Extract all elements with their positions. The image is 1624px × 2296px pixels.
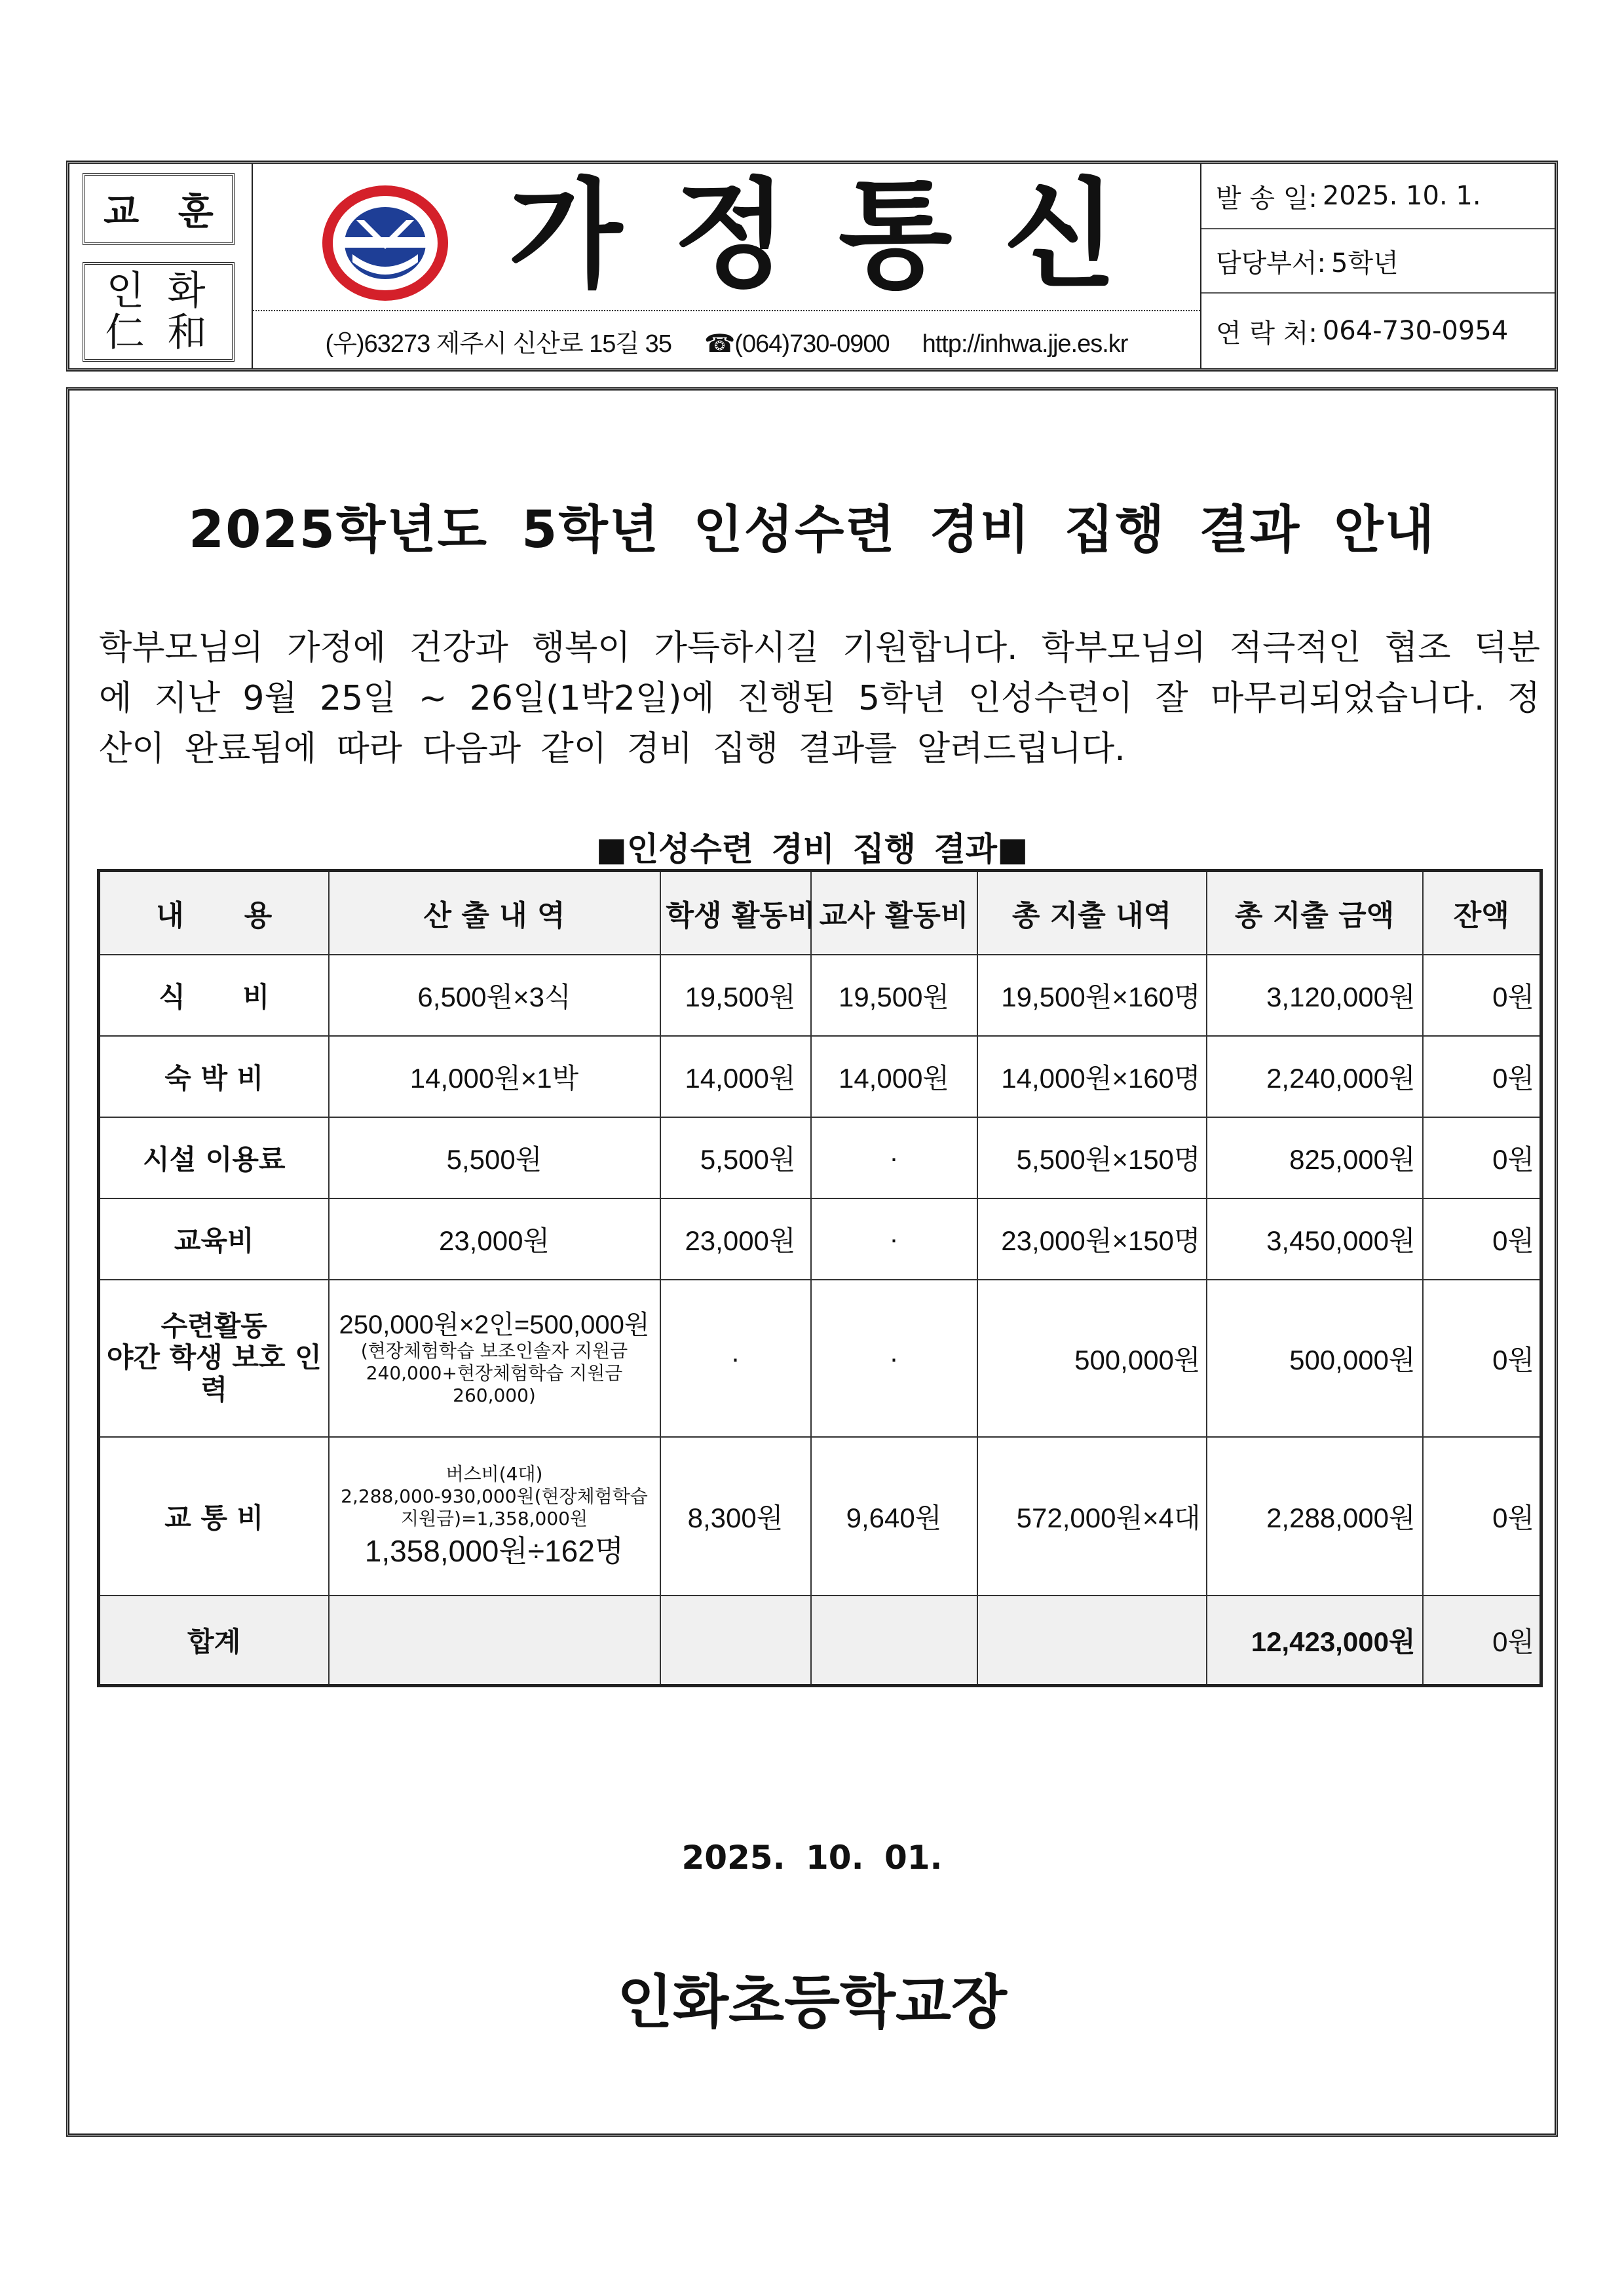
newsletter-header [66, 161, 1558, 372]
row-teacher: · [811, 1198, 977, 1280]
header-teacher: 교사 활동비 [811, 871, 977, 955]
table-row [99, 1117, 1541, 1198]
contact-line [253, 321, 1200, 367]
document-title: 2025학년도 5학년 인성수련 경비 집행 결과 안내 [188, 501, 1436, 560]
guard-item-line2: 야간 학생 보호 인력 [106, 1341, 322, 1406]
row-item: 교육비 [99, 1198, 329, 1280]
bus-calc-line1: 버스비(4대) [445, 1463, 543, 1485]
bus-calc-line2: 2,288,000-930,000원(현장체험학습 지원금)=1,358,000원 [341, 1485, 648, 1530]
row-item: 식 비 [99, 955, 329, 1036]
guard-total-detail: 500,000원 [977, 1280, 1207, 1437]
row-teacher: 14,000원 [811, 1036, 977, 1117]
row-total-detail: 23,000원×150명 [977, 1198, 1207, 1280]
document-body [66, 387, 1558, 2137]
school-logo-icon [318, 181, 452, 305]
motto-label: 교 훈 [83, 173, 235, 245]
school-address: (우)63273 제주시 신산로 15길 35 [325, 330, 671, 358]
row-calc: 14,000원×1박 [329, 1036, 660, 1117]
row-balance: 0원 [1423, 1198, 1541, 1280]
title-area [253, 164, 1201, 368]
row-balance: 0원 [1423, 1117, 1541, 1198]
sum-empty-detail [977, 1596, 1207, 1686]
bus-balance: 0원 [1423, 1437, 1541, 1596]
school-phone: ☎(064)730-0900 [704, 330, 890, 358]
sum-balance: 0원 [1423, 1596, 1541, 1686]
row-calc: 5,500원 [329, 1117, 660, 1198]
row-student: 19,500원 [660, 955, 811, 1036]
table-row [99, 1036, 1541, 1117]
header-total-amount: 총 지출 금액 [1207, 871, 1423, 955]
table-sum-row [99, 1596, 1541, 1686]
sum-empty-calc [329, 1596, 660, 1686]
row-total-detail: 5,500원×150명 [977, 1117, 1207, 1198]
guard-total-amount: 500,000원 [1207, 1280, 1423, 1437]
row-student: 23,000원 [660, 1198, 811, 1280]
guard-balance: 0원 [1423, 1280, 1541, 1437]
sum-empty-student [660, 1596, 811, 1686]
header-calc: 산 출 내 역 [329, 871, 660, 955]
issue-date-value: 2025. 10. 1. [1322, 181, 1481, 211]
sum-empty-teacher [811, 1596, 977, 1686]
school-website-link[interactable]: http://inhwa.jje.es.kr [922, 330, 1128, 358]
row-total-detail: 19,500원×160명 [977, 955, 1207, 1036]
row-item: 시설 이용료 [99, 1117, 329, 1198]
row-total-detail: 14,000원×160명 [977, 1036, 1207, 1117]
table-row-transport [99, 1437, 1541, 1596]
table-row [99, 1198, 1541, 1280]
motto-value-hanja: 仁 和 [105, 310, 212, 356]
title-divider [253, 310, 1200, 311]
row-calc: 23,000원 [329, 1198, 660, 1280]
bus-total-detail: 572,000원×4대 [977, 1437, 1207, 1596]
principal-signature: 인화초등학교장 [616, 1968, 1008, 2036]
row-teacher: · [811, 1117, 977, 1198]
header-total-detail: 총 지출 내역 [977, 871, 1207, 955]
sum-total-amount: 12,423,000원 [1207, 1596, 1423, 1686]
guard-student: · [660, 1280, 811, 1437]
bus-teacher: 9,640원 [811, 1437, 977, 1596]
contact-label: 연 락 처: [1216, 318, 1317, 349]
motto-value [83, 262, 235, 362]
row-student: 5,500원 [660, 1117, 811, 1198]
issue-info [1201, 164, 1555, 368]
bus-calc [329, 1437, 660, 1596]
table-caption: ■인성수련 경비 집행 결과■ [595, 830, 1029, 868]
row-student: 14,000원 [660, 1036, 811, 1117]
department-row [1201, 229, 1555, 294]
guard-calc-line1: 250,000원×2인=500,000원 [339, 1310, 650, 1339]
department-value: 5학년 [1331, 248, 1399, 278]
header-balance: 잔액 [1423, 871, 1541, 955]
bus-student: 8,300원 [660, 1437, 811, 1596]
row-total-amount: 825,000원 [1207, 1117, 1423, 1198]
row-total-amount: 3,450,000원 [1207, 1198, 1423, 1280]
guard-calc-note: (현장체험학습 보조인솔자 지원금 240,000+현장체험학습 지원금 260,000) [360, 1339, 628, 1406]
row-teacher: 19,500원 [811, 955, 977, 1036]
newsletter-title: 가정통신 [508, 167, 1169, 304]
bus-item: 교 통 비 [99, 1437, 329, 1596]
row-balance: 0원 [1423, 955, 1541, 1036]
department-label: 담당부서: [1216, 248, 1327, 278]
row-total-amount: 2,240,000원 [1207, 1036, 1423, 1117]
header-item: 내 용 [99, 871, 329, 955]
table-header-row [99, 871, 1541, 955]
table-row [99, 955, 1541, 1036]
document-date: 2025. 10. 01. [681, 1839, 943, 1877]
bus-calc-line3: 1,358,000원÷162명 [364, 1534, 624, 1569]
motto-area [69, 164, 253, 368]
issue-date-label: 발 송 일: [1216, 183, 1317, 214]
bus-total-amount: 2,288,000원 [1207, 1437, 1423, 1596]
row-total-amount: 3,120,000원 [1207, 955, 1423, 1036]
guard-item-line1: 수련활동 [161, 1310, 267, 1343]
expense-table [97, 869, 1543, 1687]
row-calc: 6,500원×3식 [329, 955, 660, 1036]
guard-calc [329, 1280, 660, 1437]
contact-value: 064-730-0954 [1322, 316, 1509, 346]
row-item: 숙 박 비 [99, 1036, 329, 1117]
motto-value-korean: 인 화 [106, 268, 211, 314]
intro-paragraph: 학부모님의 가정에 건강과 행복이 가득하시길 기원합니다. 학부모님의 적극적인 협조 덕분에 지난 9월 25일 ~ 26일(1박2일)에 진행된 5학년 인성수련이 잘 마무리되었습니다. 정산이 완료됨에 따라 다음과 같이 경비 집행 결과를 알려드립니다. [99, 628, 1540, 769]
sum-label: 합계 [99, 1596, 329, 1686]
header-student: 학생 활동비 [660, 871, 811, 955]
guard-teacher: · [811, 1280, 977, 1437]
row-balance: 0원 [1423, 1036, 1541, 1117]
table-row-guard [99, 1280, 1541, 1437]
contact-row [1201, 294, 1555, 368]
issue-date-row [1201, 164, 1555, 229]
guard-item [99, 1280, 329, 1437]
